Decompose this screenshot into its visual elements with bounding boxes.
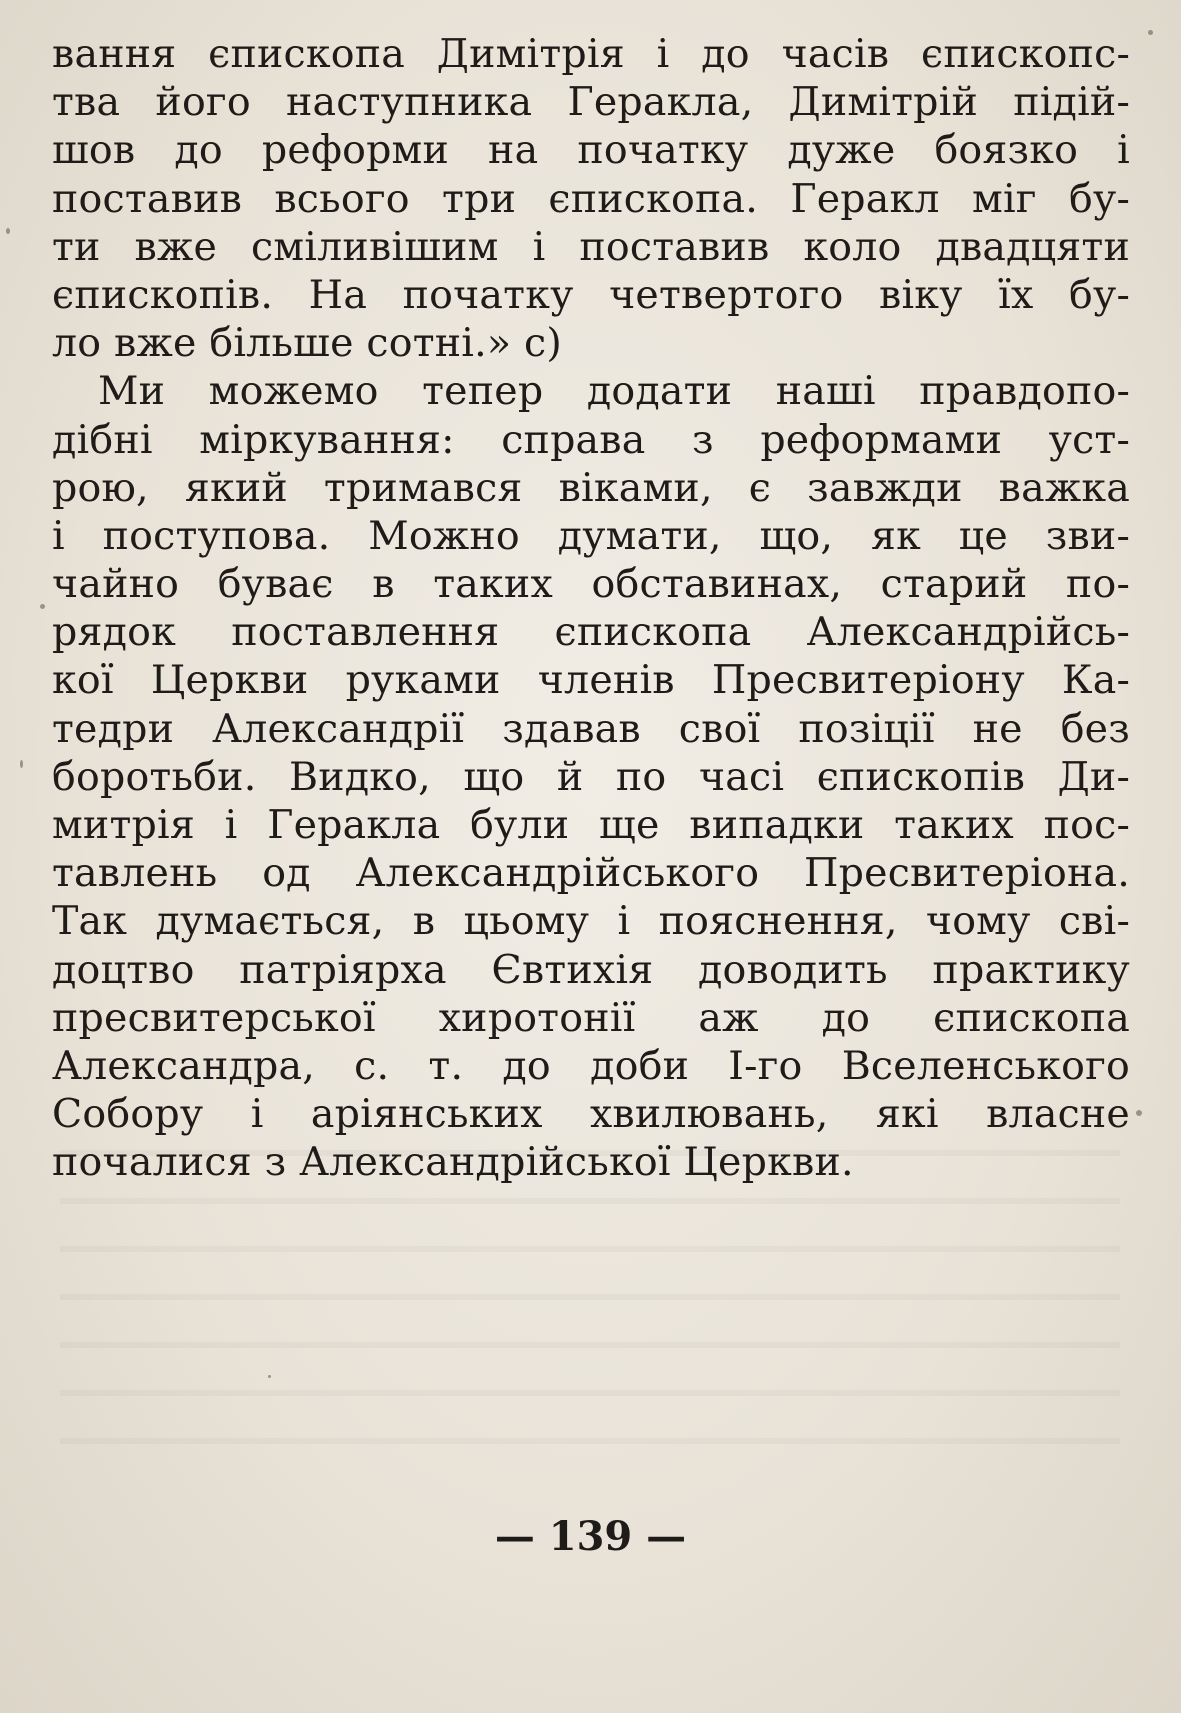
text-line: митрія і Геракла були ще випадки таких пос- [52, 802, 1130, 848]
paragraph-start-line: Ми можемо тепер додати наші правдопо- [98, 368, 1130, 415]
text-line: вання єпископа Димітрія і до часів єпископс- [52, 31, 1130, 77]
text-line: дібні міркування: справа з реформами уст- [52, 416, 1130, 463]
text-line: поставив всього три єпископа. Геракл міг бу- [52, 175, 1130, 222]
text-line: чайно буває в таких обставинах, старий по- [52, 561, 1130, 608]
show-through-text [60, 1150, 1120, 1470]
text-line: кої Церкви руками членів Пресвитеріону Ка- [52, 657, 1130, 704]
paper-speck [1136, 1110, 1142, 1116]
text-line: Собору і аріянських хвилювань, які власне [52, 1091, 1130, 1138]
body-text [52, 30, 1130, 1187]
text-line: доцтво патріярха Євтихія доводить практику [52, 946, 1130, 993]
text-line: почалися з Александрійської Церкви. [52, 1139, 854, 1186]
paper-speck [268, 1375, 271, 1378]
text-line: тавлень од Александрійського Пресвитеріона. [52, 850, 1130, 897]
text-line: рою, який тримався віками, є завжди важка [52, 464, 1130, 511]
paper-speck [20, 760, 23, 768]
text-line: пресвитерської хиротонії аж до єпископа [52, 994, 1130, 1041]
text-line: боротьби. Видко, що й по часі єпископів Ди- [52, 753, 1130, 800]
text-line: Александра, с. т. до доби І-го Вселенського [52, 1042, 1130, 1089]
paper-speck [6, 228, 10, 234]
text-line: ти вже сміливішим і поставив коло двадцяти [52, 223, 1130, 270]
text-line: рядок поставлення єпископа Александрійсь- [52, 609, 1130, 656]
text-line: ло вже більше сотні.» с) [52, 320, 562, 367]
paper-speck [40, 604, 45, 609]
page-number: — 139 — [494, 1513, 687, 1560]
text-line: шов до реформи на початку дуже боязко і [52, 127, 1130, 174]
text-line: Так думається, в цьому і пояснення, чому сві- [52, 898, 1130, 945]
text-line: тедри Александрії здавав свої позіції не без [52, 705, 1130, 752]
text-line: єпископів. На початку четвертого віку їх бу- [52, 271, 1130, 318]
text-line: тва його наступника Геракла, Димітрій підій- [52, 79, 1130, 126]
text-line: і поступова. Можно думати, що, як це зви- [52, 512, 1130, 559]
paper-speck [1148, 30, 1153, 35]
